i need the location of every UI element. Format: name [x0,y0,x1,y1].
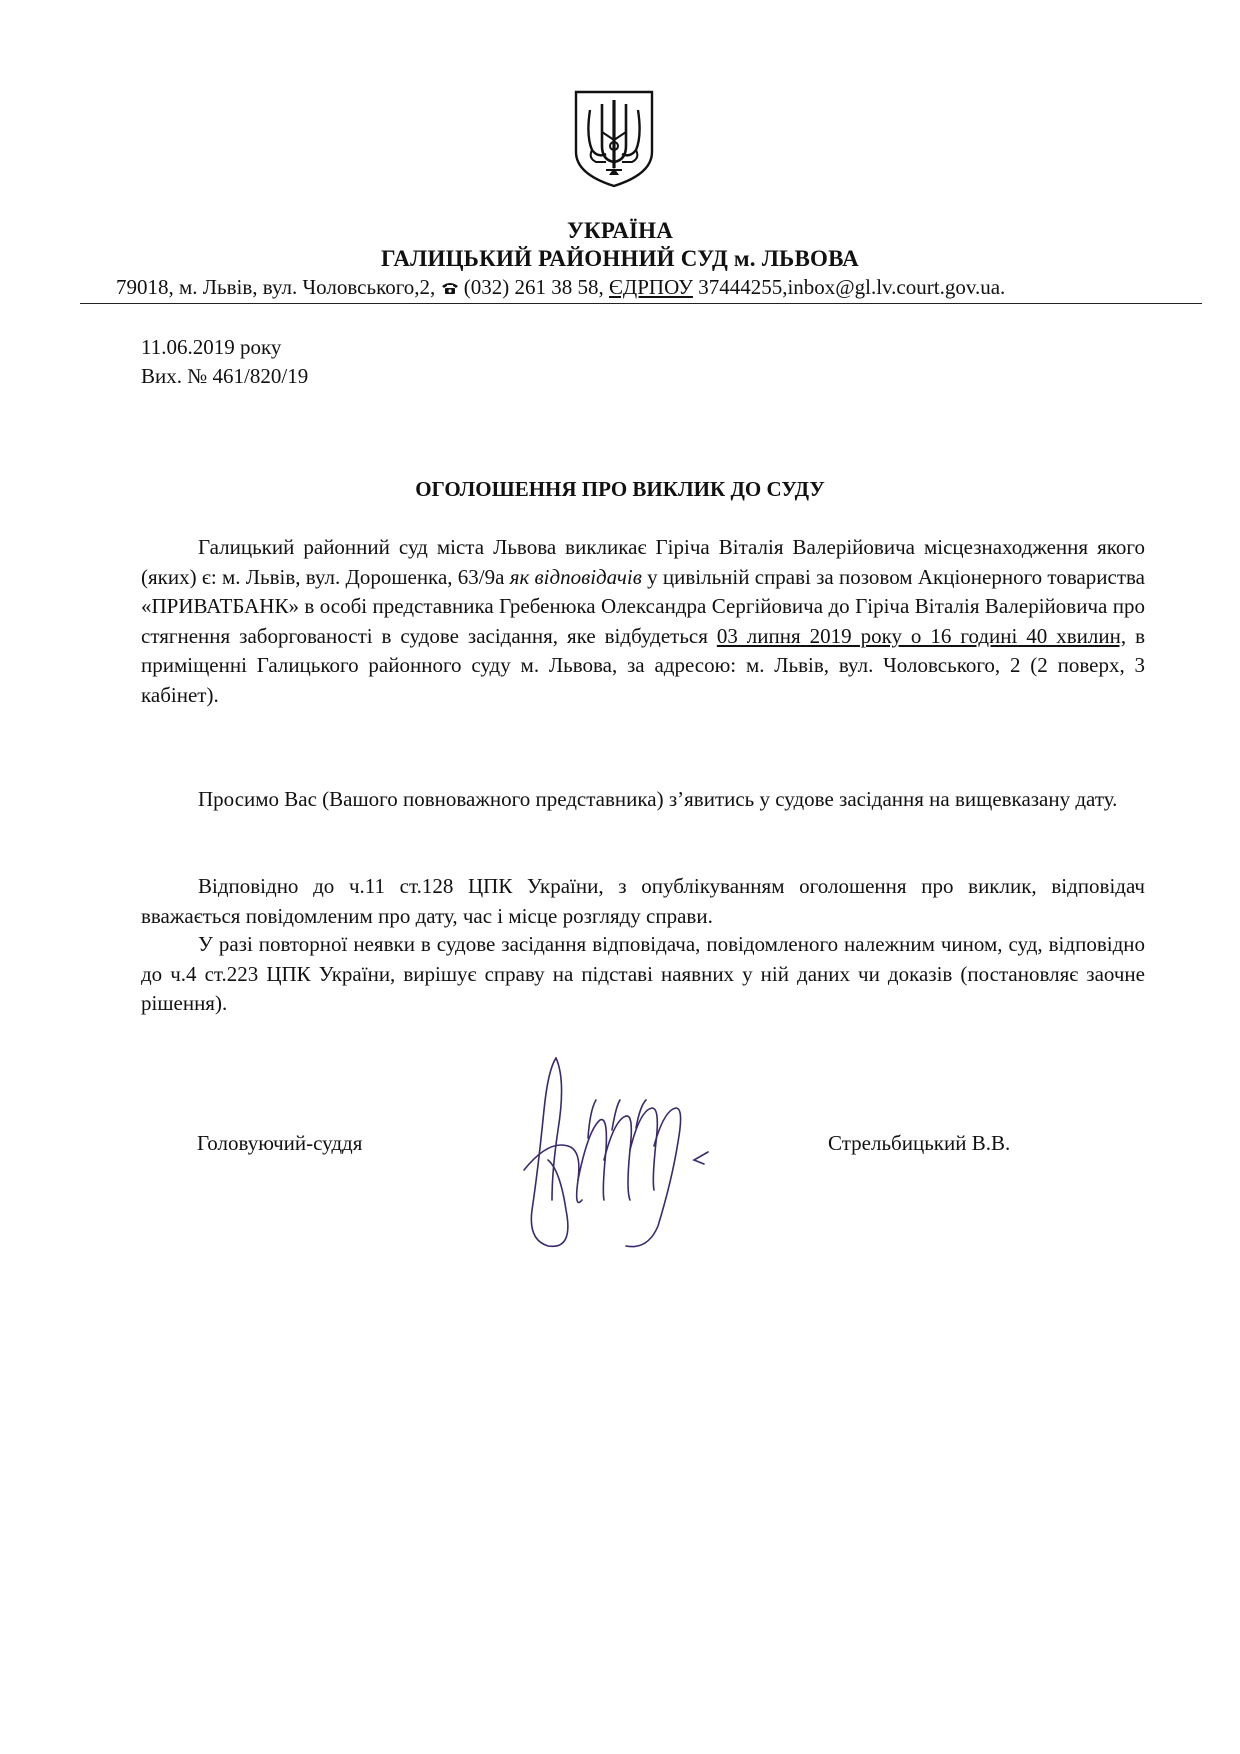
tick-mark [690,1148,712,1168]
header-divider [80,303,1202,304]
court-phone: (032) 261 38 58, [458,275,610,299]
document-title: ОГОЛОШЕННЯ ПРО ВИКЛИК ДО СУДУ [415,477,825,501]
judge-name: Стрельбицький В.В. [828,1131,1011,1155]
court-name-heading: ГАЛИЦЬКИЙ РАЙОННИЙ СУД м. ЛЬВОВА [381,246,859,271]
summons-text-part1: Галицький районний суд міста Львова викликає Гіріча Віталія Валерійовича місцезнаходження якого (яких) є: м. Львів, вул. Дорошенка, 63/9а [141,535,1145,589]
country-heading: УКРАЇНА [566,218,674,243]
summons-text-part2: у цивільній справі за позовом Акціонерного товариства «ПРИВАТБАНК» в особі представника Гребенюка Олександра Сергійовича до Гіріча Віталія Валерійовича про стягнення заборгованості в судове засідання, яке відбудеться [141,564,1145,648]
edrpou-and-email: 37444255,inbox@gl.lv.court.gov.ua. [692,275,1006,299]
hearing-datetime: 03 липня 2019 року о 16 годині 40 хвилин, [716,623,1127,648]
document-date: 11.06.2019 року [141,335,282,359]
summons-paragraph [141,533,1145,710]
request-paragraph: Просимо Вас (Вашого повноважного представника) з’явитись у судове засідання на вищевказану дату. [198,787,1118,811]
edrpou-label: ЄДРПОУ [609,275,693,299]
outgoing-number: Вих. № 461/820/19 [141,364,309,388]
court-address: 79018, м. Львів, вул. Чоловського,2, [116,275,441,299]
telephone-icon [441,281,459,295]
summons-text-part3: в приміщенні Галицького районного суду м. Львова, за адресою: м. Львів, вул. Чоловського, 2 (2 поверх, 3 кабінет). [141,623,1145,707]
default-judgment-paragraph: У разі повторної неявки в судове засідання відповідача, повідомленого належним чином, суд, відповідно до ч.4 ст.223 ЦПК України, вирішує справу на підставі наявних у ній даних чи доказів (постановляє заочне рішення). [141,932,1145,1015]
notice-paragraph: Відповідно до ч.11 ст.128 ЦПК України, з опублікуванням оголошення про виклик, відповідач вважається повідомленим про дату, час і місце розгляду справи. [141,874,1145,928]
judge-role: Головуючий-суддя [197,1131,363,1155]
handwritten-signature [508,1050,708,1260]
defendant-role: як відповідачів [509,564,642,589]
court-contact-line [116,275,1196,300]
coat-of-arms-icon [572,88,656,190]
